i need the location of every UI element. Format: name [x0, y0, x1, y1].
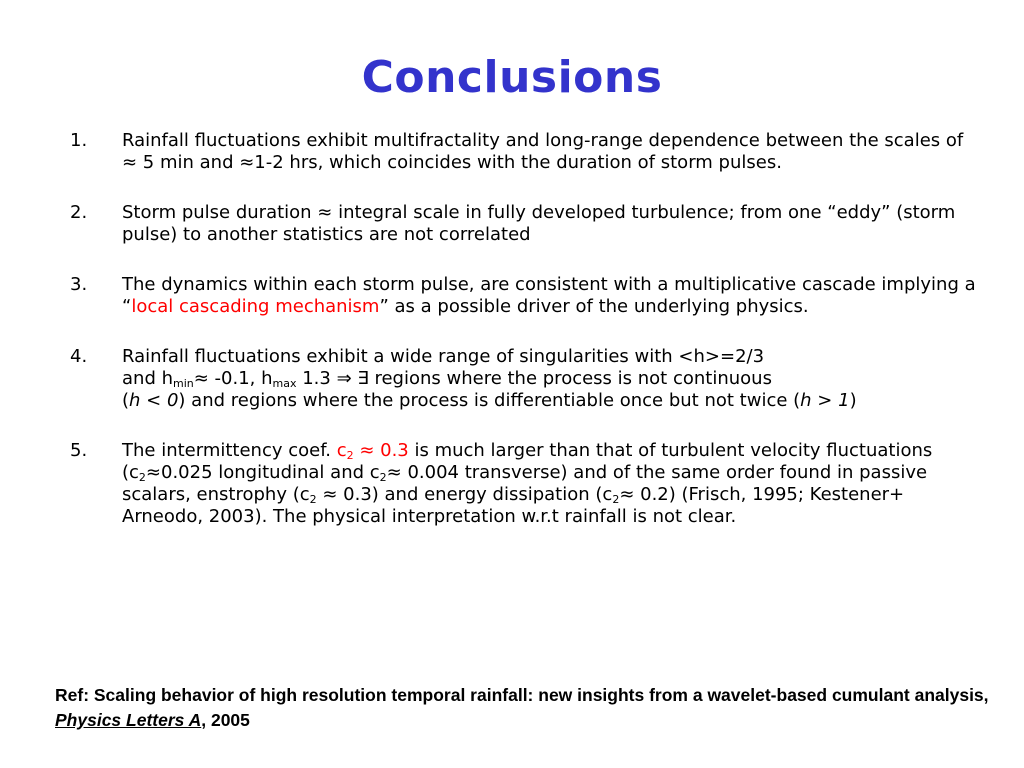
item-text	[122, 346, 980, 390]
item-number: 2.	[70, 202, 88, 223]
text-segment: (	[122, 390, 130, 411]
list-item	[70, 274, 980, 318]
list-item	[70, 440, 980, 528]
list-item	[70, 130, 980, 174]
subscript: 2	[346, 449, 354, 462]
text-segment: ) and regions where the process is differentiable once but not twice (	[178, 390, 801, 411]
slide-title: Conclusions	[361, 52, 663, 103]
subscript: max	[272, 377, 297, 390]
text-segment: ≈ -0.1, h	[193, 368, 273, 389]
text-segment: and h	[122, 368, 173, 389]
text-segment: ≈ 0.3) and energy dissipation (c	[316, 484, 613, 505]
subscript: min	[173, 377, 194, 390]
text-segment: ≈ 0.3	[353, 440, 409, 461]
item-number: 3.	[70, 274, 88, 295]
math-italic: h > 1	[800, 390, 850, 411]
text-segment: 1.3 ⇒ ∃ regions where the process is not continuous	[296, 368, 772, 389]
subscript: 2	[612, 493, 620, 506]
subscript: 2	[309, 493, 317, 506]
item-number: 5.	[70, 440, 88, 461]
item-continuation	[122, 390, 980, 412]
text-segment: ≈0.025 longitudinal and c	[145, 462, 380, 483]
text-segment: Rainfall fluctuations exhibit a wide range of singularities with <h>=2/3	[122, 346, 765, 367]
text-segment: ≈ 0.004 transverse) and of the same order found in passive scalars, enstrophy (c	[122, 462, 928, 505]
text-segment: c	[336, 440, 347, 461]
item-text	[122, 274, 980, 318]
reference	[55, 683, 995, 733]
journal-name: Physics Letters A	[55, 710, 202, 730]
text-segment: is much larger than that of turbulent velocity fluctuations (c	[122, 440, 933, 483]
text-segment: ≈ 0.2) (Frisch, 1995; Kestener+ Arneodo, 2003). The physical interpretation w.r.t rainfall is not clear.	[122, 484, 905, 527]
item-text: Rainfall fluctuations exhibit multifractality and long-range dependence between the scales of ≈ 5 min and ≈1-2 hrs, which coincides with the duration of storm pulses.	[122, 130, 964, 173]
item-number: 1.	[70, 130, 88, 151]
reference-text: Ref: Scaling behavior of high resolution temporal rainfall: new insights from a wavelet-based cumulant analysis,	[55, 685, 989, 705]
highlight-text: local cascading mechanism	[131, 296, 380, 317]
item-text: Storm pulse duration ≈ integral scale in fully developed turbulence; from one “eddy” (storm pulse) to another statistics are not correlated	[122, 202, 956, 245]
list-item	[70, 202, 980, 246]
conclusions-list	[70, 130, 980, 556]
text-segment: )	[849, 390, 857, 411]
highlight-text	[337, 440, 409, 461]
list-item	[70, 346, 980, 412]
item-number: 4.	[70, 346, 88, 367]
text-segment: ” as a possible driver of the underlying physics.	[379, 296, 809, 317]
item-text	[122, 440, 980, 528]
math-italic: h < 0	[129, 390, 179, 411]
subscript: 2	[379, 471, 387, 484]
text-segment: The intermittency coef.	[122, 440, 337, 461]
subscript: 2	[138, 471, 146, 484]
reference-year: , 2005	[201, 710, 250, 730]
text-segment: The dynamics within each storm pulse, are consistent with a multiplicative cascade implying a “	[122, 274, 976, 317]
